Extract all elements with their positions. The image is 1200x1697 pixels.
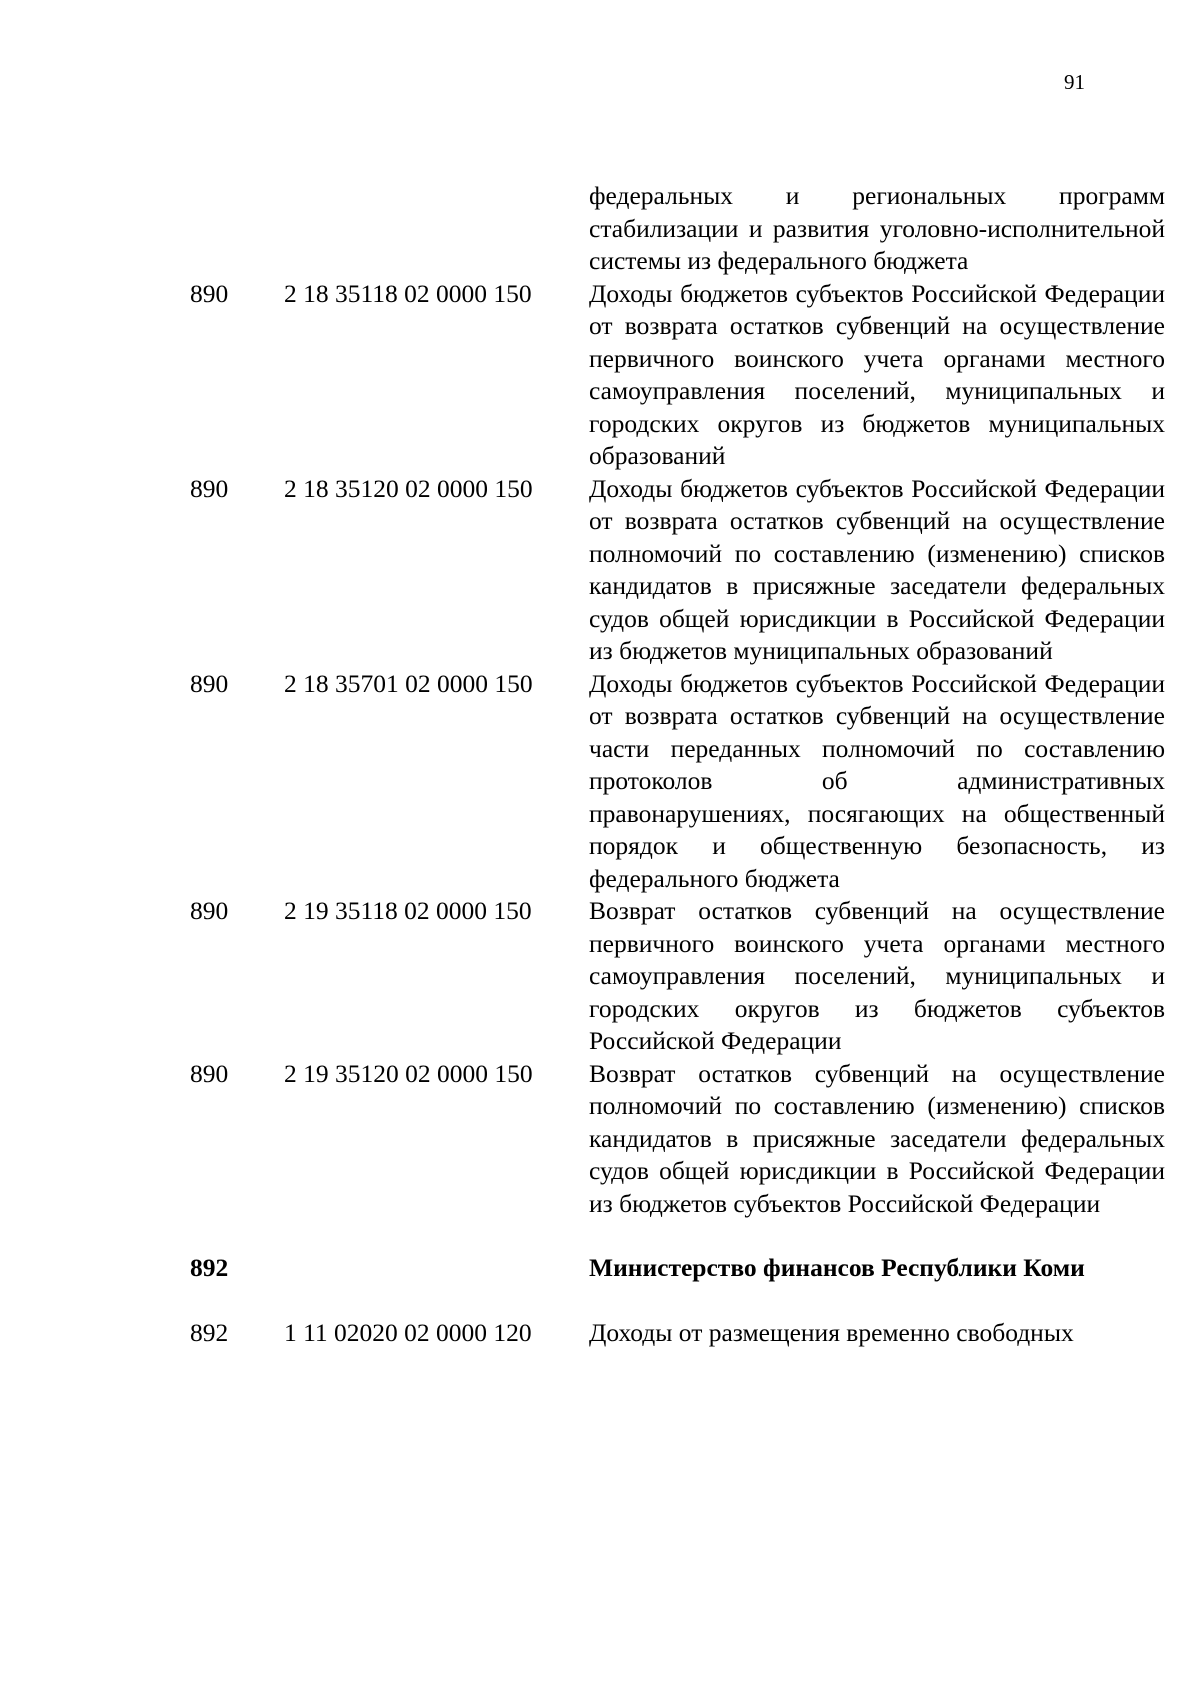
table-row <box>190 895 1165 1058</box>
revenue-codes-table <box>190 180 1165 1349</box>
section-title: Министерство финансов Республики Коми <box>589 1253 1085 1282</box>
section-admin-code: 892 <box>190 1253 229 1282</box>
description-cell: федеральных и региональных программ стабилизации и развития уголовно-исполнительной системы из федерального бюджета <box>589 181 1165 275</box>
description-cell: Доходы бюджетов субъектов Российской Федерации от возврата остатков субвенций на осуществление полномочий по составлению (изменению) списков кандидатов в присяжные заседатели федеральных судов общей юрисдикции в Российской Федерации из бюджетов муниципальных образований <box>589 473 1165 665</box>
table-row <box>190 1058 1165 1221</box>
section-header-row <box>190 1252 1165 1285</box>
admin-code-cell: 890 <box>190 896 229 925</box>
page-number: 91 <box>1064 70 1085 94</box>
description-cell: Доходы бюджетов субъектов Российской Федерации от возврата остатков субвенций на осуществление части переданных полномочий по составлению протоколов об административных правонарушениях, посягающих на общественный порядок и общественную безопасность, из федерального бюджета <box>589 668 1165 893</box>
budget-code-cell: 2 19 35120 02 0000 150 <box>284 1058 533 1088</box>
admin-code-cell: 890 <box>190 668 229 698</box>
budget-code-cell: 2 18 35118 02 0000 150 <box>284 278 532 308</box>
description-cell: Возврат остатков субвенций на осуществление первичного воинского учета органами местного самоуправления поселений, муниципальных и городских округов из бюджетов субъектов Российской Федерации <box>589 896 1165 1055</box>
table-row <box>190 278 1165 473</box>
description-cell: Доходы от размещения временно свободных <box>589 1317 1074 1347</box>
table-row <box>190 668 1165 896</box>
table-row <box>190 473 1165 668</box>
description-cell: Возврат остатков субвенций на осуществление полномочий по составлению (изменению) списков кандидатов в присяжные заседатели федеральных судов общей юрисдикции в Российской Федерации из бюджетов субъектов Российской Федерации <box>589 1058 1165 1218</box>
budget-code-cell: 1 11 02020 02 0000 120 <box>284 1317 532 1347</box>
budget-code-cell: 2 19 35118 02 0000 150 <box>284 896 532 925</box>
budget-code-cell: 2 18 35120 02 0000 150 <box>284 473 533 503</box>
table-row <box>190 180 1165 278</box>
admin-code-cell: 892 <box>190 1317 229 1347</box>
admin-code-cell: 890 <box>190 278 229 308</box>
admin-code-cell: 890 <box>190 1058 229 1088</box>
description-cell: Доходы бюджетов субъектов Российской Федерации от возврата остатков субвенций на осуществление первичного воинского учета органами местного самоуправления поселений, муниципальных и городских округов из бюджетов муниципальных образований <box>589 278 1165 470</box>
table-row <box>190 1317 1165 1350</box>
admin-code-cell: 890 <box>190 473 229 503</box>
budget-code-cell: 2 18 35701 02 0000 150 <box>284 668 533 698</box>
